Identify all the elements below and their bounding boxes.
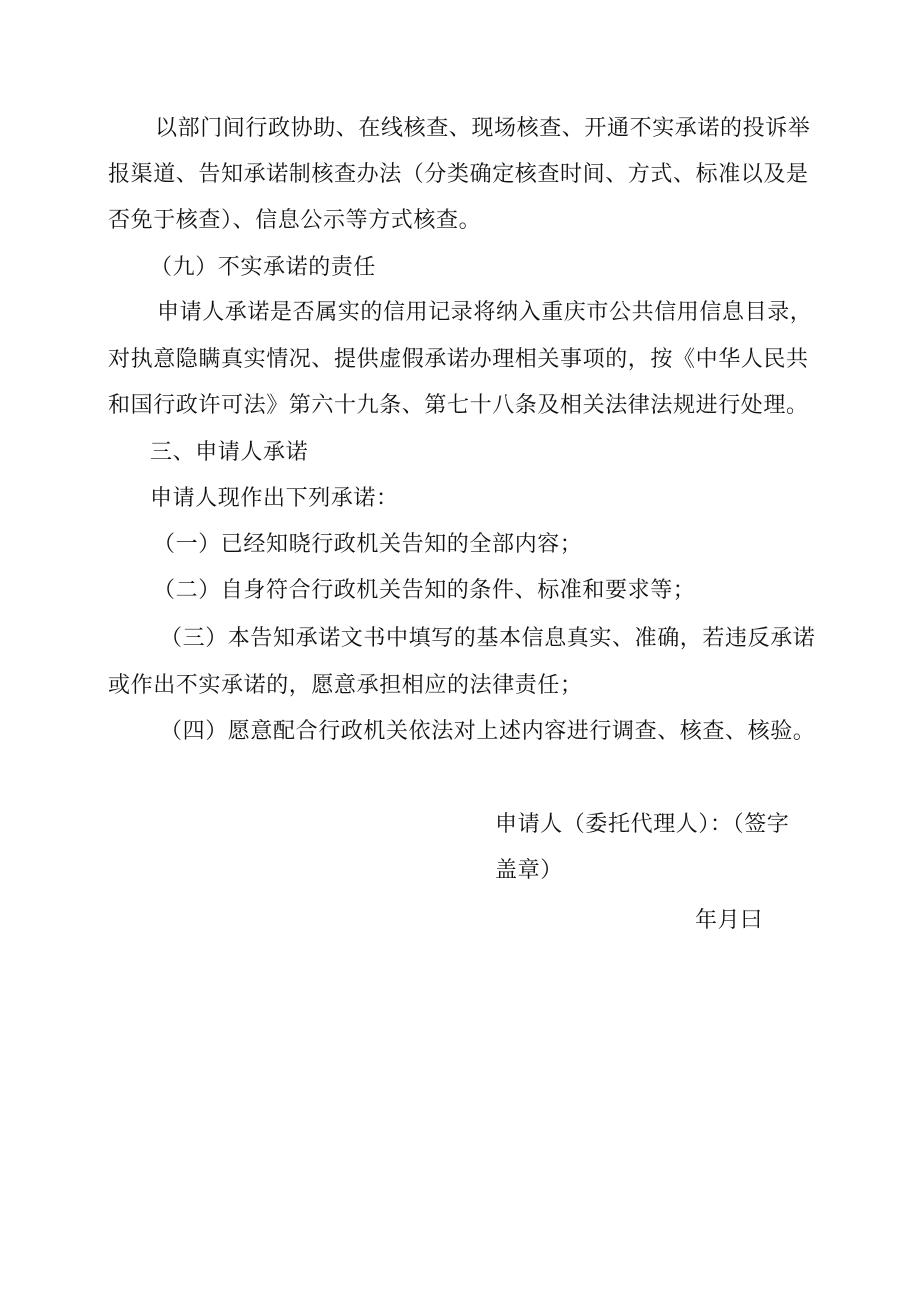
signature-label-line-1: 申请人（委托代理人）：（签字 <box>495 812 790 837</box>
commitment-item-2: （二）自身符合行政机关告知的条件、标准和要求等； <box>153 578 696 603</box>
paragraph-credit-record-line-3: 和国行政许可法》第六十九条、第七十八条及相关法律法规进行处理。 <box>108 393 809 418</box>
paragraph-credit-record-line-2: 对执意隐瞒真实情况、提供虚假承诺办理相关事项的，按《中华人民共 <box>108 347 809 372</box>
commitment-item-3-line-2: 或作出不实承诺的，愿意承担相应的法律责任； <box>108 673 583 698</box>
commitment-item-4: （四）愿意配合行政机关依法对上述内容进行调查、核查、核验。 <box>160 719 816 744</box>
commitment-item-3-line-1: （三）本告知承诺文书中填写的基本信息真实、准确，若违反承诺 <box>160 626 816 651</box>
paragraph-verification-methods-line-3: 否免于核查）、信息公示等方式核查。 <box>108 208 482 233</box>
paragraph-verification-methods-line-2: 报渠道、告知承诺制核查办法（分类确定核查时间、方式、标准以及是 <box>108 162 809 187</box>
paragraph-verification-methods-line-1: 以部门间行政协助、在线核查、现场核查、开通不实承诺的投诉举 <box>155 116 811 141</box>
commitment-item-1: （一）已经知晓行政机关告知的全部内容； <box>153 532 583 557</box>
commitment-intro: 申请人现作出下列承诺： <box>150 486 399 511</box>
section-heading-applicant-commitment: 三、申请人承诺 <box>150 440 309 465</box>
signature-label-line-2: 盖章） <box>495 858 563 883</box>
paragraph-credit-record-line-1: 申请人承诺是否属实的信用记录将纳入重庆市公共信用信息目录， <box>157 300 813 325</box>
signature-date: 年月曰 <box>695 908 763 933</box>
section-heading-false-commitment-liability: （九）不实承诺的责任 <box>150 255 377 280</box>
